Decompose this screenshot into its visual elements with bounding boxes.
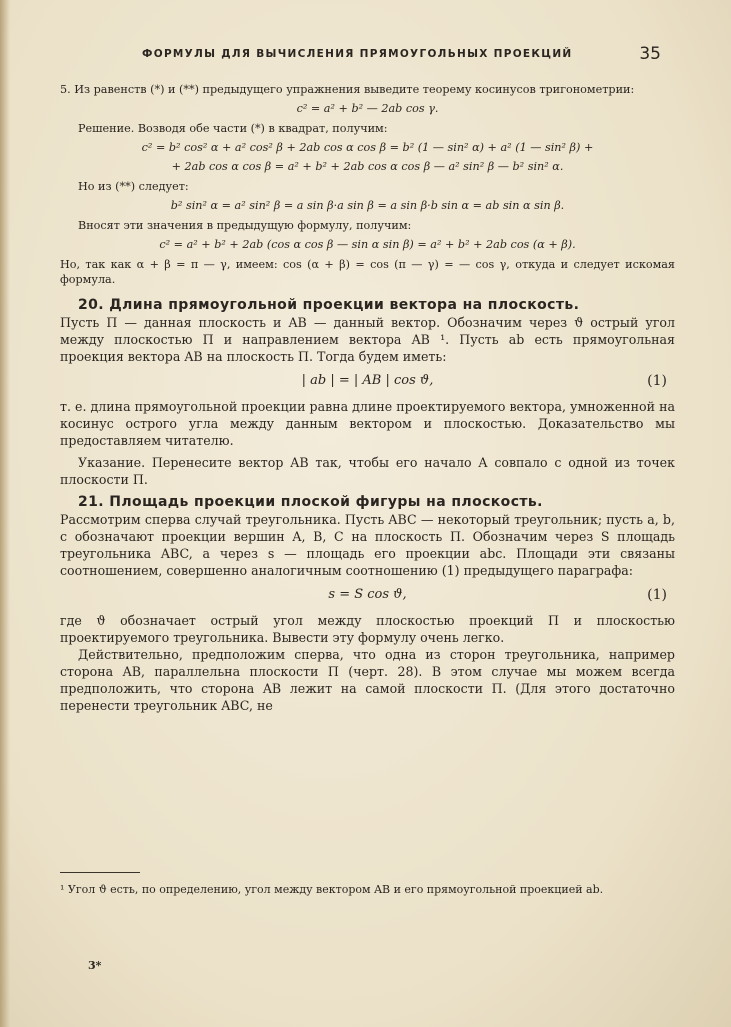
page-content (60, 82, 675, 714)
formula-cosine-theorem: c² = a² + b² — 2ab cos γ. (296, 102, 439, 115)
hint-text: Указание. Перенесите вектор AB так, чтобы его начало A совпало с одной из точек плоскости Π. (60, 455, 675, 487)
exercise-5 (60, 82, 675, 287)
section-20-paragraph-2: т. е. длина прямоугольной проекции равна длине проектируемого вектора, умноженной на косинус острого угла между данным вектором и плоскостью. Доказательство мы предоставляем читателю. (60, 399, 675, 448)
equation-body: | ab | = | AB | cos ϑ, (301, 373, 434, 388)
formula-line-2: + 2ab cos α cos β = a² + b² + 2ab cos α cos β — a² sin² β — b² sin² α. (171, 160, 564, 173)
conclusion-text: Но, так как α + β = π — γ, имеем: cos (α + β) = cos (π — γ) = — cos γ, откуда и следует искомая формула. (60, 258, 675, 286)
section-21-paragraph-3: Действительно, предположим сперва, что одна из сторон треугольника, например сторона AB, параллельна плоскости Π (черт. 28). В этом случае мы можем всегда предположить, что сторона AB лежит на самой плоскости Π. (Для этого достаточно перенести треугольник ABC, не (60, 647, 675, 713)
section-20-title: 20. Длина прямоугольной проекции вектора на плоскость. (78, 297, 580, 313)
footnote: ¹ Угол ϑ есть, по определению, угол между вектором AB и его прямоугольной проекцией ab. (60, 883, 604, 896)
section-20-paragraph-1: Пусть Π — данная плоскость и AB — данный вектор. Обозначим через ϑ острый угол между плоскостью Π и направлением вектора AB ¹. Пусть ab есть прямоугольная проекция вектора AB на плоскость Π. Тогда будем иметь: (60, 315, 675, 364)
signature-mark: 3* (88, 959, 102, 972)
section-20 (60, 296, 675, 488)
formula-line-1: c² = b² cos² α + a² cos² β + 2ab cos α cos β = b² (1 — sin² α) + a² (1 — sin² β) + (141, 141, 594, 154)
page-edge (0, 0, 10, 1027)
equation-number: (1) (647, 373, 667, 389)
exercise-text: 5. Из равенств (*) и (**) предыдущего упражнения выведите теорему косинусов тригонометрии: (60, 83, 635, 96)
equation-2 (60, 587, 675, 602)
substitution-text: Вносят эти значения в предыдущую формулу, получим: (78, 219, 412, 232)
footnote-divider (60, 872, 140, 873)
equation-number: (1) (647, 587, 667, 603)
but-text: Но из (**) следует: (78, 180, 189, 193)
section-21 (60, 493, 675, 714)
header-title: ФОРМУЛЫ ДЛЯ ВЫЧИСЛЕНИЯ ПРЯМОУГОЛЬНЫХ ПРОЕКЦИЙ (142, 48, 573, 60)
solution-intro: Решение. Возводя обе части (*) в квадрат, получим: (78, 122, 388, 135)
equation-1 (60, 373, 675, 388)
equation-body: s = S cos ϑ, (328, 587, 407, 602)
page-number: 35 (639, 44, 661, 64)
formula-line-3: b² sin² α = a² sin² β = a sin β·a sin β = a sin β·b sin α = ab sin α sin β. (170, 199, 565, 212)
running-header (60, 44, 671, 64)
section-21-title: 21. Площадь проекции плоской фигуры на плоскость. (78, 494, 543, 510)
section-21-paragraph-1: Рассмотрим сперва случай треугольника. Пусть ABC — некоторый треугольник; пусть a, b, c обозначают проекции вершин A, B, C на плоскость Π. Обозначим через S площадь треугольника ABC, а через s — площадь его проекции abc. Площади эти связаны соотношением, совершенно аналогичным соотношению (1) предыдущего параграфа: (60, 512, 675, 578)
section-21-paragraph-2: где ϑ обозначает острый угол между плоскостью проекций Π и плоскостью проектируемого треугольника. Вывести эту формулу очень легко. (60, 613, 675, 645)
formula-line-4: c² = a² + b² + 2ab (cos α cos β — sin α sin β) = a² + b² + 2ab cos (α + β). (159, 238, 576, 251)
